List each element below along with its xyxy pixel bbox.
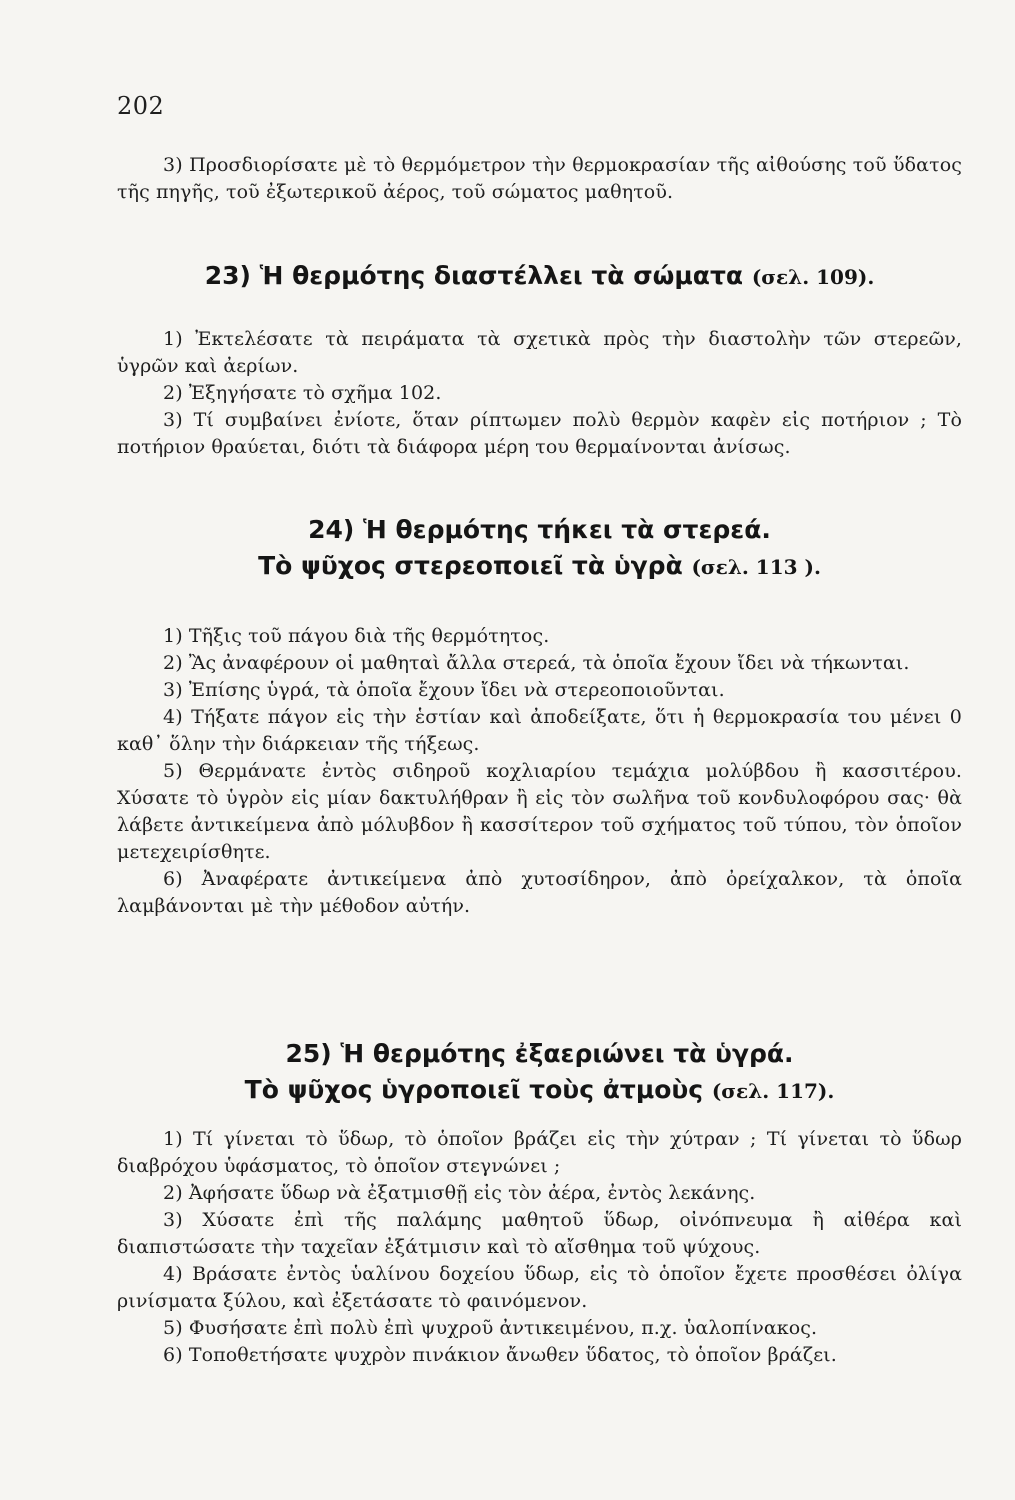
list-item: 6) Τοποθετήσατε ψυχρὸν πινάκιον ἄνωθεν ὕδατος, τὸ ὁποῖον βράζει. [163,1344,837,1366]
section-title-line1: 25) Ἡ θερμότης ἐξαεριώνει τὰ ὑγρά. [285,1039,794,1068]
list-item: 5) Θερμάνατε ἐντὸς σιδηροῦ κοχλιαρίου τεμάχια μολύβδου ἢ κασσιτέρου. Χύσατε τὸ ὑγρὸν εἰς μίαν δακτυλήθραν ἢ εἰς τὸν σωλῆνα τοῦ κονδυλοφόρου σας· θὰ λάβετε ἀντικείμενα ἀπὸ μόλυβδον ἢ κασσίτερον τοῦ σχήματος τοῦ τύπου, τὸν ὁποῖον μετεχειρίσθητε. [117,760,962,863]
list-item: 3) Προσδιορίσατε μὲ τὸ θερμόμετρον τὴν θερμοκρασίαν τῆς αἰθούσης τοῦ ὕδατος τῆς πηγῆς, τοῦ ἐξωτερικοῦ ἀέρος, τοῦ σώματος μαθητοῦ. [117,154,962,203]
list-item: 4) Βράσατε ἐντὸς ὑαλίνου δοχείου ὕδωρ, εἰς τὸ ὁποῖον ἔχετε προσθέσει ὀλίγα ρινίσματα ξύλου, καὶ ἐξετάσατε τὸ φαινόμενον. [117,1263,962,1312]
page-reference: (σελ. 117). [711,1079,835,1103]
section-title-line2: Τὸ ψῦχος στερεοποιεῖ τὰ ὑγρὰ [258,551,683,580]
list-item: 3) Χύσατε ἐπὶ τῆς παλάμης μαθητοῦ ὕδωρ, οἰνόπνευμα ἢ αἰθέρα καὶ διαπιστώσατε τὴν ταχεῖαν ἐξάτμισιν καὶ τὸ αἴσθημα τοῦ ψύχους. [117,1209,962,1258]
section-title-line1: 24) Ἡ θερμότης τήκει τὰ στερεά. [308,515,771,544]
list-item: 3) Τί συμβαίνει ἐνίοτε, ὅταν ρίπτωμεν πολὺ θερμὸν καφὲν εἰς ποτήριον ; Τὸ ποτήριον θραύεται, διότι τὰ διάφορα μέρη του θερμαίνονται ἀνίσως. [117,409,962,458]
list-item: 2) Ἀφήσατε ὕδωρ νὰ ἐξατμισθῇ εἰς τὸν ἀέρα, ἐντὸς λεκάνης. [163,1182,756,1204]
list-item: 1) Τί γίνεται τὸ ὕδωρ, τὸ ὁποῖον βράζει εἰς τὴν χύτραν ; Τί γίνεται τὸ ὕδωρ διαβρόχου ὑφάσματος, τὸ ὁποῖον στεγνώνει ; [117,1128,962,1177]
list-item: 3) Ἐπίσης ὑγρά, τὰ ὁποῖα ἔχουν ἴδει νὰ στερεοποιοῦνται. [163,679,725,701]
section-24-items [117,623,962,920]
list-item: 2) Ἂς ἀναφέρουν οἱ μαθηταὶ ἄλλα στερεά, τὰ ὁποῖα ἔχουν ἴδει νὰ τήκωνται. [163,652,910,674]
page-reference: (σελ. 109). [751,265,875,289]
intro-block [117,152,962,206]
list-item: 1) Τῆξις τοῦ πάγου διὰ τῆς θερμότητος. [163,625,550,647]
list-item: 6) Ἀναφέρατε ἀντικείμενα ἀπὸ χυτοσίδηρον, ἀπὸ ὀρείχαλκον, τὰ ὁποῖα λαμβάνονται μὲ τὴν μέθοδον αὐτήν. [117,868,962,917]
section-24-heading [117,512,962,585]
list-item: 2) Ἐξηγήσατε τὸ σχῆμα 102. [163,382,442,404]
section-title-line2: Τὸ ψῦχος ὑγροποιεῖ τοὺς ἀτμοὺς [244,1075,704,1104]
section-23-heading [117,258,962,295]
list-item: 5) Φυσήσατε ἐπὶ πολὺ ἐπὶ ψυχροῦ ἀντικειμένου, π.χ. ὑαλοπίνακος. [163,1317,818,1339]
section-25-items [117,1126,962,1369]
page-number: 202 [117,92,165,120]
list-item: 1) Ἐκτελέσατε τὰ πειράματα τὰ σχετικὰ πρὸς τὴν διαστολὴν τῶν στερεῶν, ὑγρῶν καὶ ἀερίων. [117,328,962,377]
section-title: 23) Ἡ θερμότης διαστέλλει τὰ σώματα [204,261,744,290]
list-item: 4) Τήξατε πάγον εἰς τὴν ἑστίαν καὶ ἀποδείξατε, ὅτι ἡ θερμοκρασία του μένει 0 καθ᾽ ὅλην τὴν διάρκειαν τῆς τήξεως. [117,706,962,755]
page-reference: (σελ. 113 ). [691,555,821,579]
section-23-items [117,326,962,461]
section-25-heading [117,1036,962,1109]
